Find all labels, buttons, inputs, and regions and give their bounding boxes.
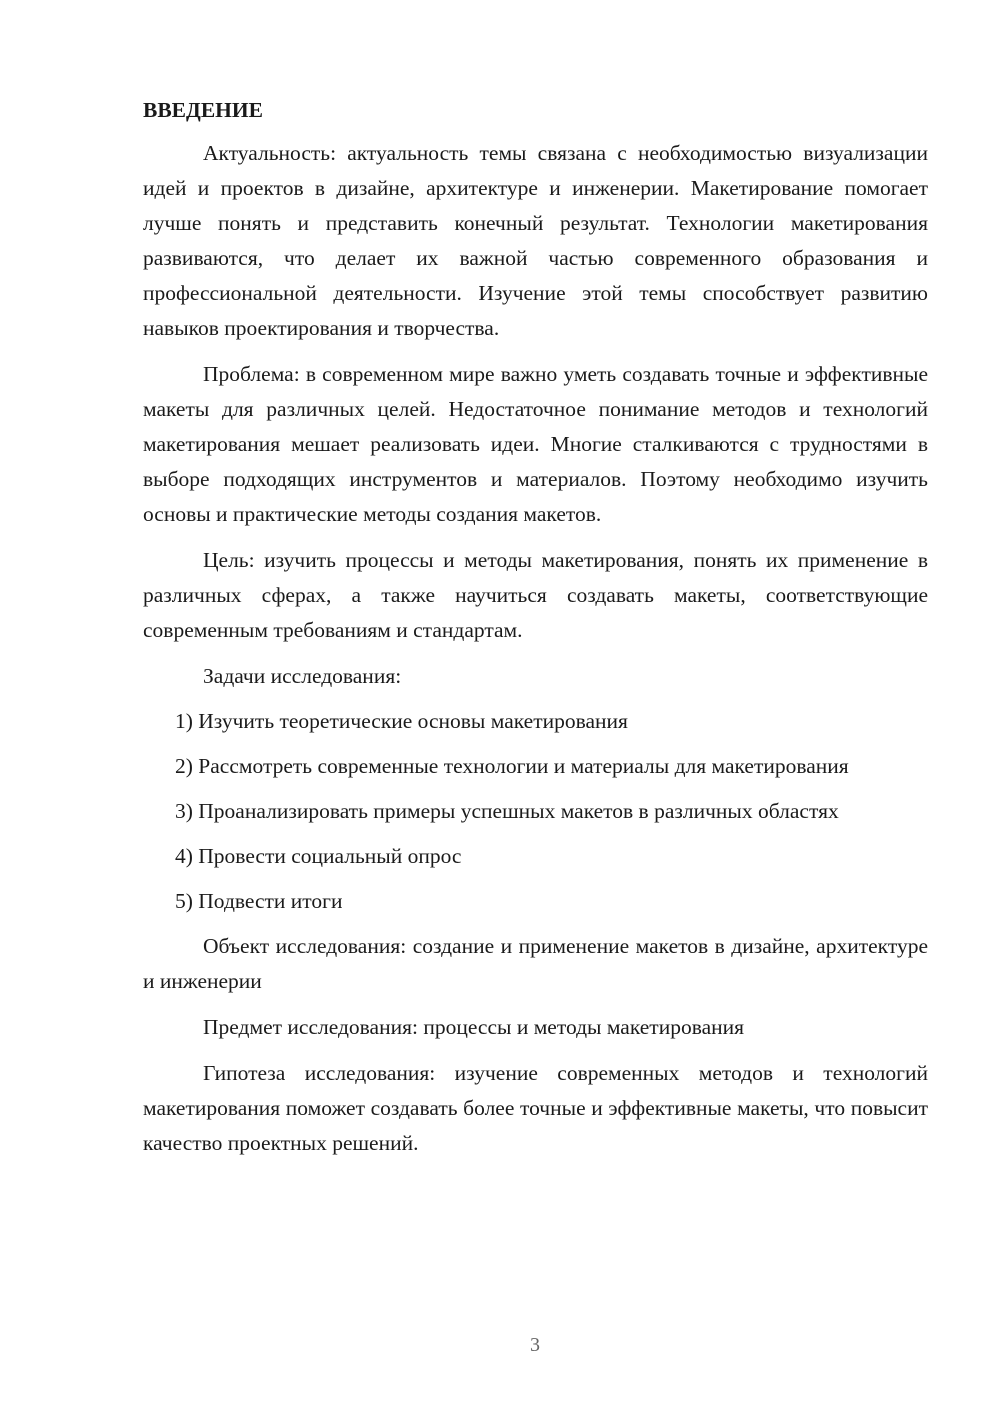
problem-paragraph: Проблема: в современном мире важно уметь создавать точные и эффективные макеты для различных целей. Недостаточное понимание методов и технологий макетирования мешает реализовать идеи. Многие сталкиваются с трудностями в выборе подходящих инструментов и материалов. Поэтому необходимо изучить основы и практические методы создания макетов. — [143, 362, 928, 526]
task-item-1: 1) Изучить теоретические основы макетирования — [175, 709, 628, 733]
object-paragraph: Объект исследования: создание и применение макетов в дизайне, архитектуре и инженерии — [143, 934, 928, 993]
section-heading: ВВЕДЕНИЕ — [143, 98, 263, 122]
page-content — [143, 96, 928, 1172]
relevance-paragraph: Актуальность: актуальность темы связана с необходимостью визуализации идей и проектов в дизайне, архитектуре и инженерии. Макетирование помогает лучше понять и представить конечный результат. Технологии макетирования развиваются, что делает их важной частью современного образования и профессиональной деятельности. Изучение этой темы способствует развитию навыков проектирования и творчества. — [143, 141, 928, 340]
goal-paragraph: Цель: изучить процессы и методы макетирования, понять их применение в различных сферах, а также научиться создавать макеты, соответствующие современным требованиям и стандартам. — [143, 548, 928, 642]
page-number: 3 — [530, 1334, 540, 1356]
task-item-2: 2) Рассмотреть современные технологии и материалы для макетирования — [175, 754, 849, 778]
task-item-4: 4) Провести социальный опрос — [175, 844, 462, 868]
tasks-label: Задачи исследования: — [203, 664, 402, 688]
subject-paragraph: Предмет исследования: процессы и методы макетирования — [203, 1015, 745, 1039]
task-item-5: 5) Подвести итоги — [175, 889, 343, 913]
hypothesis-paragraph: Гипотеза исследования: изучение современных методов и технологий макетирования поможет создавать более точные и эффективные макеты, что повысит качество проектных решений. — [143, 1061, 928, 1155]
task-item-3: 3) Проанализировать примеры успешных макетов в различных областях — [175, 799, 839, 823]
